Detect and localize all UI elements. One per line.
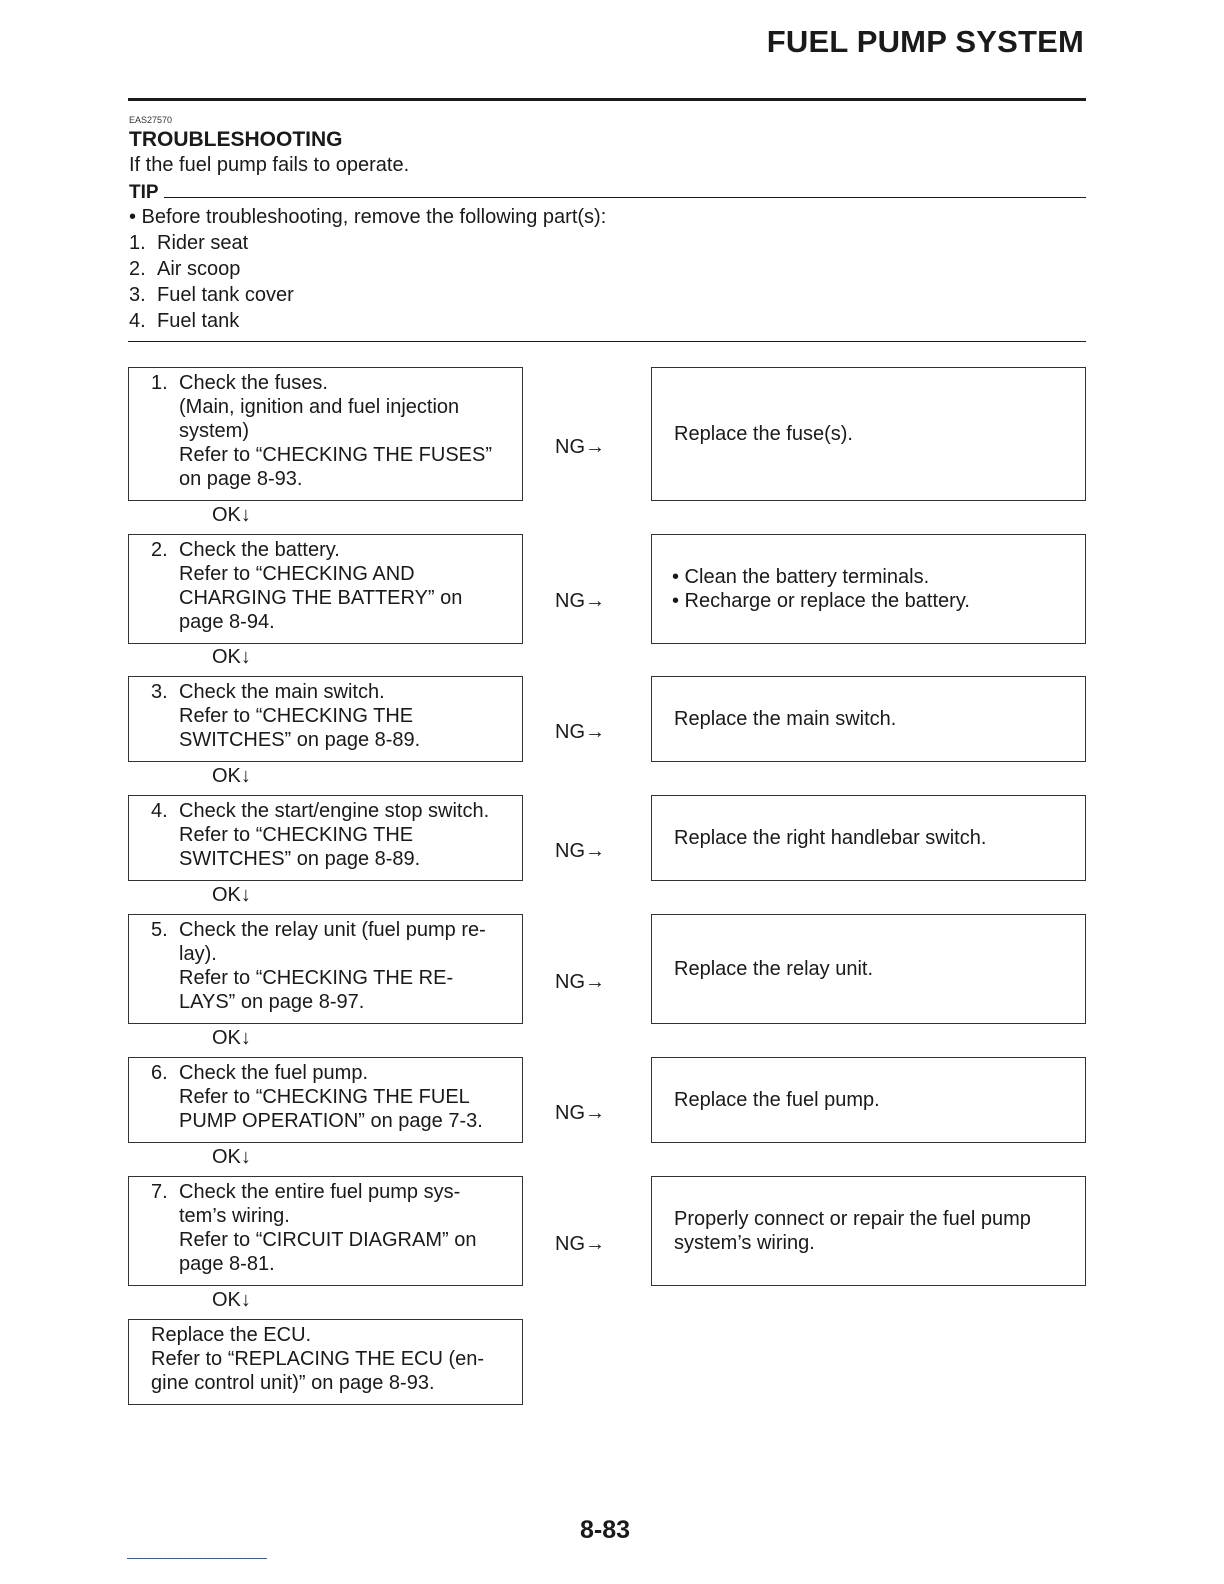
- tip-list-item: [129, 256, 240, 282]
- action-box-step-1: [651, 367, 1086, 501]
- ok-arrow: OK↓: [212, 646, 251, 668]
- check-line: Check the relay unit (fuel pump re-: [179, 919, 486, 941]
- step-number: 4.: [151, 800, 168, 822]
- action-line: Replace the fuse(s).: [674, 423, 853, 445]
- tip-bullet: • Before troubleshooting, remove the following part(s):: [129, 206, 607, 228]
- check-line: Check the start/engine stop switch.: [179, 800, 490, 822]
- check-line: on page 8-93.: [179, 468, 303, 490]
- ok-arrow: OK↓: [212, 1289, 251, 1311]
- check-line: CHARGING THE BATTERY” on: [179, 587, 463, 609]
- step-number: 3.: [151, 681, 168, 703]
- check-line: Check the main switch.: [179, 681, 385, 703]
- tip-rule: [164, 197, 1086, 198]
- action-box-step-4: [651, 795, 1086, 881]
- check-line: SWITCHES” on page 8-89.: [179, 848, 421, 870]
- check-line: Check the fuses.: [179, 372, 328, 394]
- header-rule: [128, 98, 1086, 101]
- section-intro: If the fuel pump fails to operate.: [129, 154, 410, 176]
- check-box-step-3: [128, 676, 523, 762]
- ok-arrow: OK↓: [212, 884, 251, 906]
- check-line: Refer to “CHECKING THE: [179, 705, 414, 727]
- tip-end-rule: [128, 341, 1086, 342]
- check-line: Refer to “CHECKING THE RE-: [179, 967, 454, 989]
- action-box-step-5: [651, 914, 1086, 1024]
- ok-arrow: OK↓: [212, 504, 251, 526]
- step-number: 7.: [151, 1181, 168, 1203]
- action-box-step-7: [651, 1176, 1086, 1286]
- check-line: Check the battery.: [179, 539, 340, 561]
- check-line: Refer to “CHECKING THE: [179, 824, 414, 846]
- ok-arrow: OK↓: [212, 765, 251, 787]
- check-box-step-2: [128, 534, 523, 644]
- check-line: Refer to “CHECKING AND: [179, 563, 415, 585]
- action-line: Replace the relay unit.: [674, 958, 874, 980]
- check-line: lay).: [179, 943, 217, 965]
- action-box-step-2: [651, 534, 1086, 644]
- tip-list-item: [129, 282, 294, 308]
- section-code: EAS27570: [129, 115, 173, 125]
- tip-item-text: Air scoop: [157, 258, 241, 280]
- check-line: system): [179, 420, 249, 442]
- footer-rule: [127, 1558, 267, 1559]
- tip-item-text: Fuel tank: [157, 310, 240, 332]
- check-box-step-6: [128, 1057, 523, 1143]
- action-line: Replace the main switch.: [674, 708, 897, 730]
- check-line: PUMP OPERATION” on page 7-3.: [179, 1110, 483, 1132]
- page-header-title: FUEL PUMP SYSTEM: [766, 24, 1084, 59]
- check-box-step-7: [128, 1176, 523, 1286]
- ng-arrow: NG→: [555, 1233, 605, 1255]
- action-line: system’s wiring.: [674, 1232, 815, 1254]
- check-line: Check the entire fuel pump sys-: [179, 1181, 461, 1203]
- tip-item-number: 2.: [129, 258, 146, 280]
- step-number: 1.: [151, 372, 168, 394]
- check-line: page 8-94.: [179, 611, 275, 633]
- ng-arrow: NG→: [555, 590, 605, 612]
- check-line: LAYS” on page 8-97.: [179, 991, 365, 1013]
- check-line: page 8-81.: [179, 1253, 275, 1275]
- ng-arrow: NG→: [555, 840, 605, 862]
- step-number: 2.: [151, 539, 168, 561]
- tip-label: TIP: [129, 182, 159, 203]
- check-line: Refer to “CHECKING THE FUEL: [179, 1086, 470, 1108]
- tip-item-text: Fuel tank cover: [157, 284, 294, 306]
- action-line: Replace the right handlebar switch.: [674, 827, 987, 849]
- tip-item-number: 1.: [129, 232, 146, 254]
- check-line: Refer to “CHECKING THE FUSES”: [179, 444, 493, 466]
- check-line: tem’s wiring.: [179, 1205, 290, 1227]
- step-number: 5.: [151, 919, 168, 941]
- check-box-step-4: [128, 795, 523, 881]
- tip-list-item: [129, 308, 239, 334]
- final-line: Refer to “REPLACING THE ECU (en-: [151, 1348, 485, 1370]
- final-action-box: [128, 1319, 523, 1405]
- action-box-step-6: [651, 1057, 1086, 1143]
- ok-arrow: OK↓: [212, 1027, 251, 1049]
- tip-item-number: 4.: [129, 310, 146, 332]
- section-title: TROUBLESHOOTING: [129, 128, 343, 151]
- ng-arrow: NG→: [555, 721, 605, 743]
- action-line: Replace the fuel pump.: [674, 1089, 880, 1111]
- check-line: Check the fuel pump.: [179, 1062, 368, 1084]
- tip-list-item: [129, 230, 248, 256]
- ng-arrow: NG→: [555, 436, 605, 458]
- action-line: Properly connect or repair the fuel pump: [674, 1208, 1031, 1230]
- check-line: Refer to “CIRCUIT DIAGRAM” on: [179, 1229, 477, 1251]
- final-line: Replace the ECU.: [151, 1324, 312, 1346]
- tip-item-text: Rider seat: [157, 232, 249, 254]
- final-line: gine control unit)” on page 8-93.: [151, 1372, 435, 1394]
- ng-arrow: NG→: [555, 1102, 605, 1124]
- action-box-step-3: [651, 676, 1086, 762]
- check-line: SWITCHES” on page 8-89.: [179, 729, 421, 751]
- action-line: • Recharge or replace the battery.: [672, 590, 970, 612]
- step-number: 6.: [151, 1062, 168, 1084]
- ok-arrow: OK↓: [212, 1146, 251, 1168]
- check-line: (Main, ignition and fuel injection: [179, 396, 460, 418]
- check-box-step-1: [128, 367, 523, 501]
- check-box-step-5: [128, 914, 523, 1024]
- action-line: • Clean the battery terminals.: [672, 566, 930, 588]
- page-number: 8-83: [579, 1516, 631, 1544]
- ng-arrow: NG→: [555, 971, 605, 993]
- tip-item-number: 3.: [129, 284, 146, 306]
